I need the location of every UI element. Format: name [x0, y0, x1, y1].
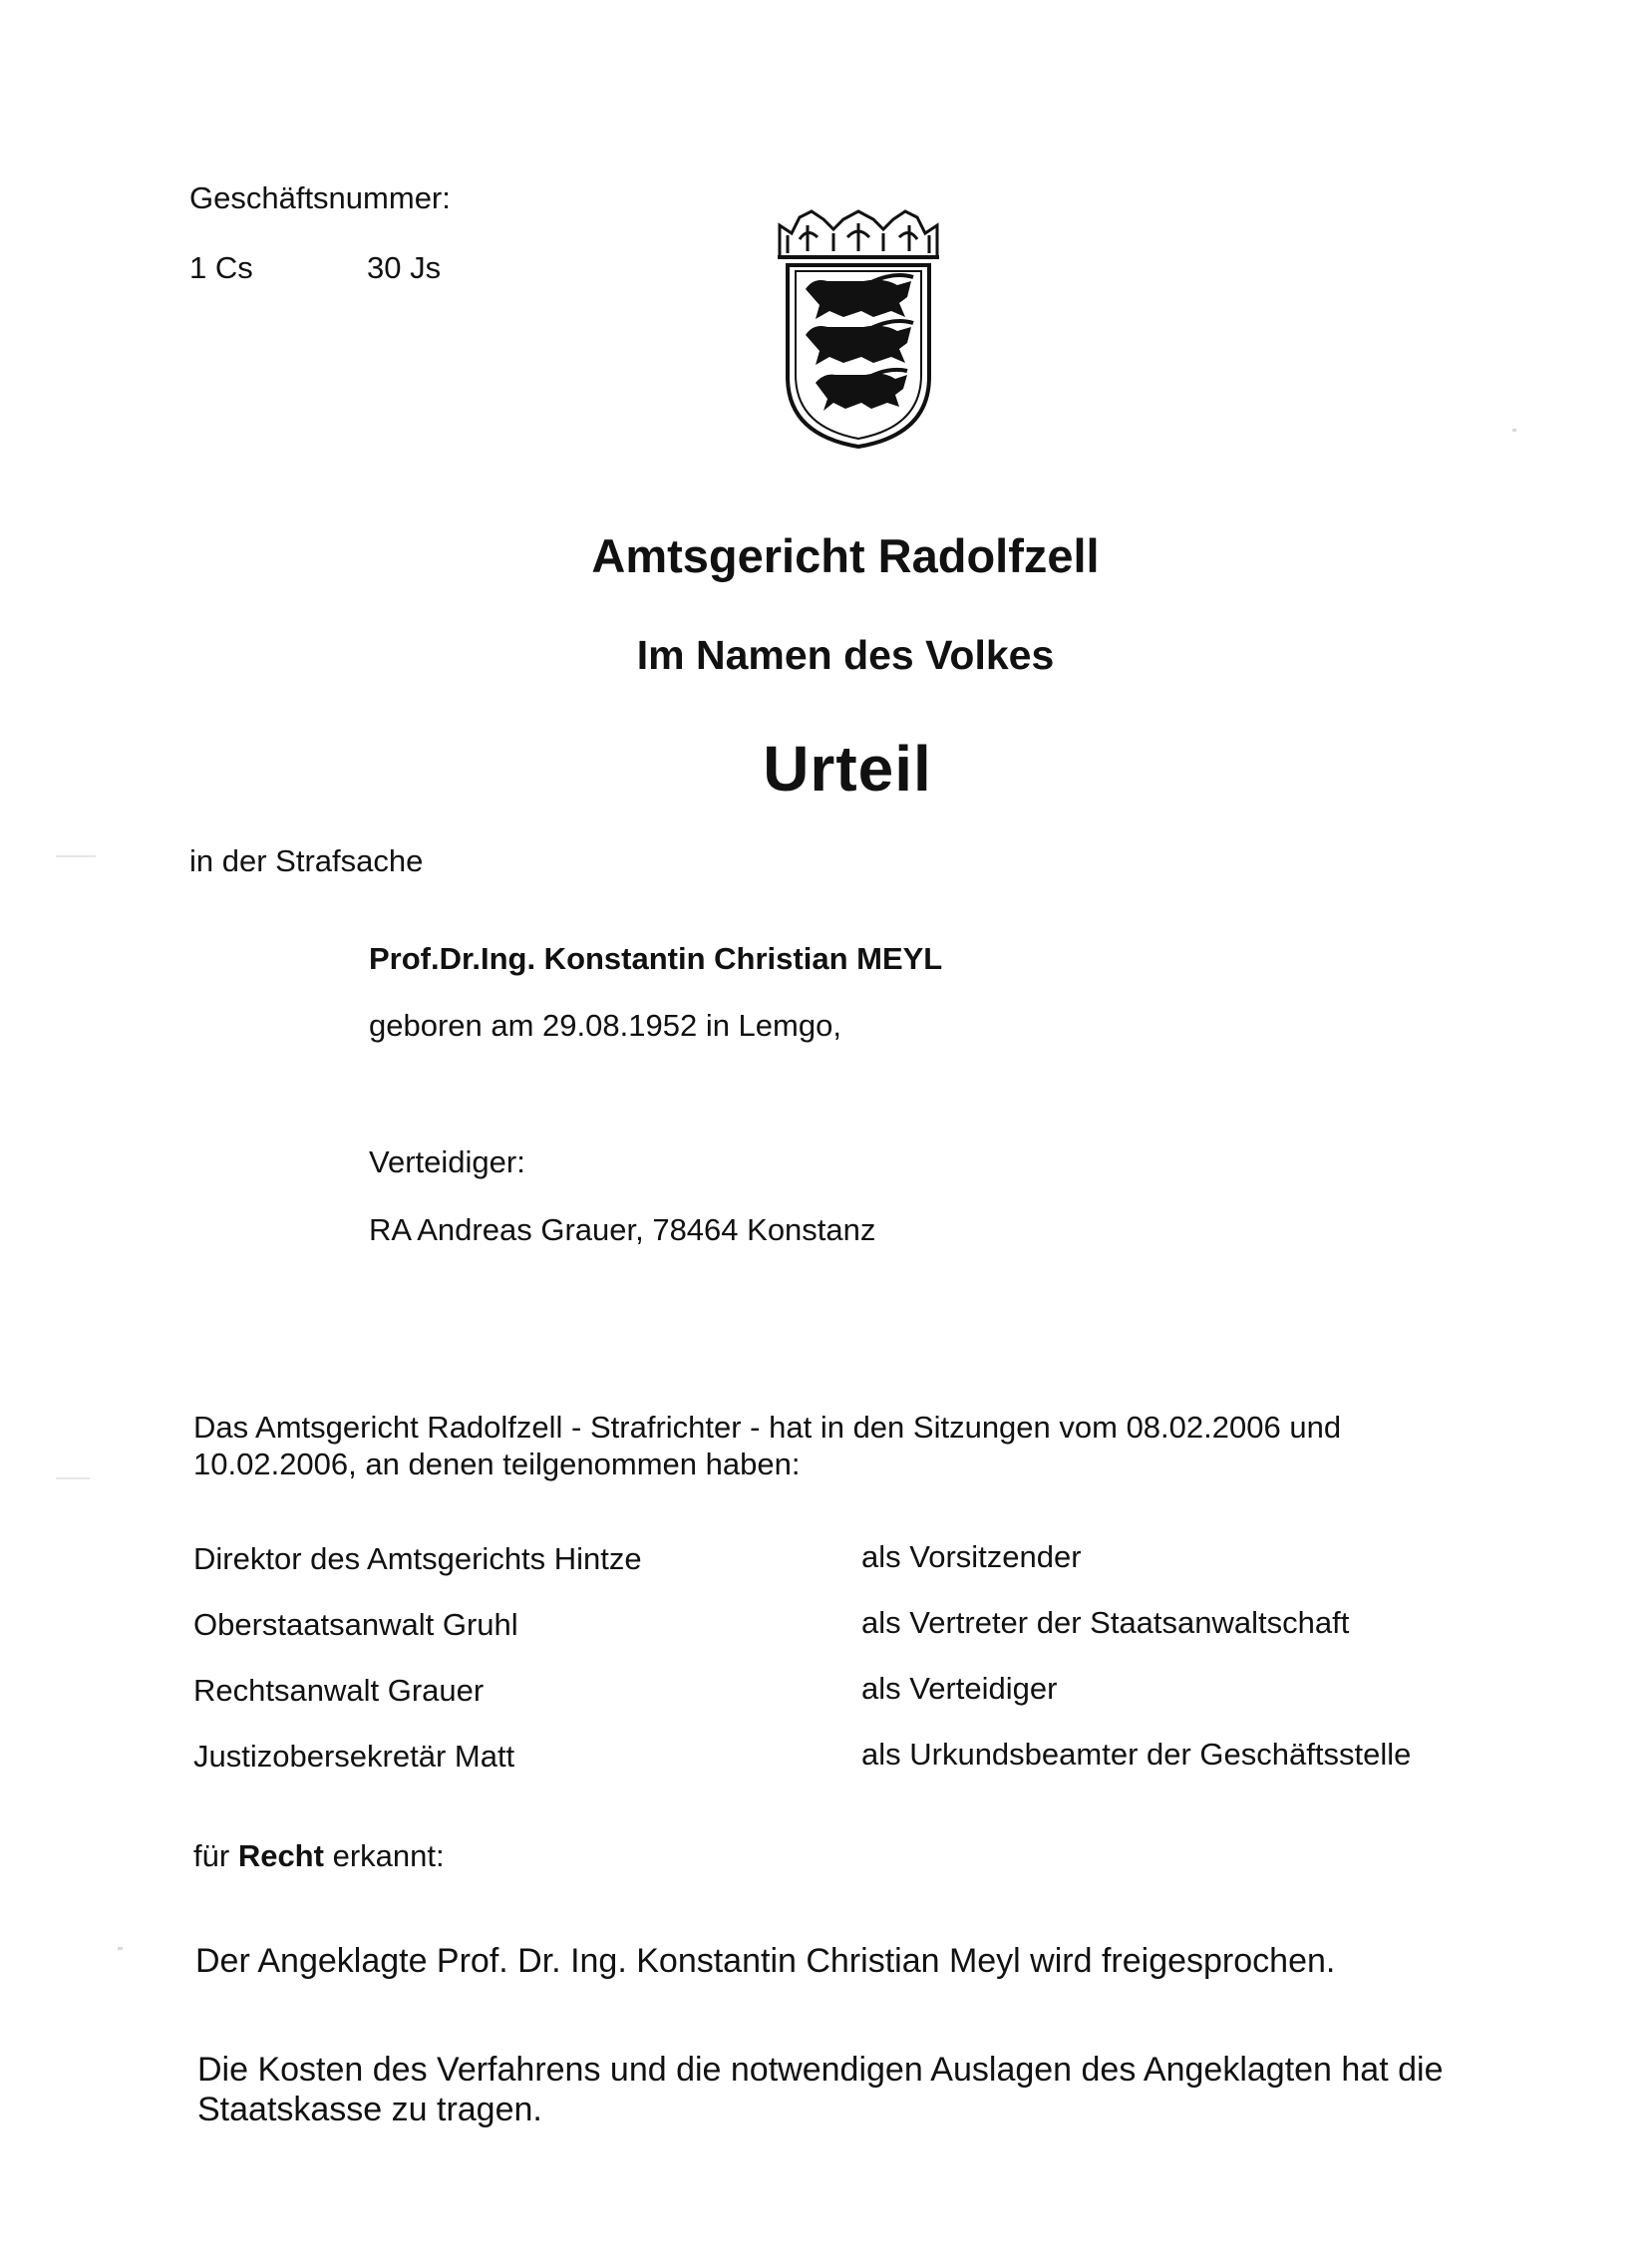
judgment-formula: Im Namen des Volkes [636, 632, 1055, 678]
defendant-birth: geboren am 29.08.1952 in Lemgo, [369, 1008, 841, 1043]
scan-speck [1512, 429, 1516, 432]
case-intro: in der Strafsache [189, 843, 424, 878]
case-number-label: Geschäftsnummer: [189, 180, 451, 215]
verdict-intro-post: erkannt: [332, 1838, 445, 1873]
verdict-intro-pre: für [193, 1838, 230, 1873]
participant-name: Justizobersekretär Matt [193, 1739, 515, 1774]
participant-role: als Urkundsbeamter der Geschäftsstelle [861, 1737, 1412, 1772]
verdict-costs: Die Kosten des Verfahrens und die notwendigen Auslagen des Angeklagten hat die Staatskasse zu tragen. [197, 2051, 1444, 2128]
scan-speck [56, 855, 96, 857]
scan-speck [56, 1477, 90, 1479]
participant-name: Oberstaatsanwalt Gruhl [193, 1607, 518, 1642]
participant-role: als Vorsitzender [861, 1539, 1082, 1574]
participant-role: als Vertreter der Staatsanwaltschaft [861, 1605, 1350, 1640]
defendant-name: Prof.Dr.Ing. Konstantin Christian MEYL [369, 941, 943, 976]
session-text: Das Amtsgericht Radolfzell - Strafrichter - hat in den Sitzungen vom 08.02.2006 und 10.02.2006, an denen teilgenommen haben: [193, 1410, 1342, 1481]
verdict-intro [193, 1837, 445, 1874]
court-name: Amtsgericht Radolfzell [591, 529, 1100, 582]
case-number-part-1: 1 Cs [189, 250, 253, 285]
defender-name: RA Andreas Grauer, 78464 Konstanz [369, 1212, 876, 1247]
verdict-intro-bold: Recht [237, 1838, 324, 1873]
document-type-title: Urteil [763, 733, 932, 805]
defender-label: Verteidiger: [369, 1144, 525, 1179]
participant-name: Direktor des Amtsgerichts Hintze [193, 1541, 642, 1576]
case-number-part-2: 30 Js [367, 250, 442, 285]
coat-of-arms-icon [774, 207, 943, 452]
verdict-acquittal: Der Angeklagte Prof. Dr. Ing. Konstantin Christian Meyl wird freigesprochen. [195, 1942, 1336, 1980]
participant-role: als Verteidiger [861, 1671, 1058, 1706]
scan-speck [118, 1947, 123, 1950]
participant-name: Rechtsanwalt Grauer [193, 1673, 485, 1708]
